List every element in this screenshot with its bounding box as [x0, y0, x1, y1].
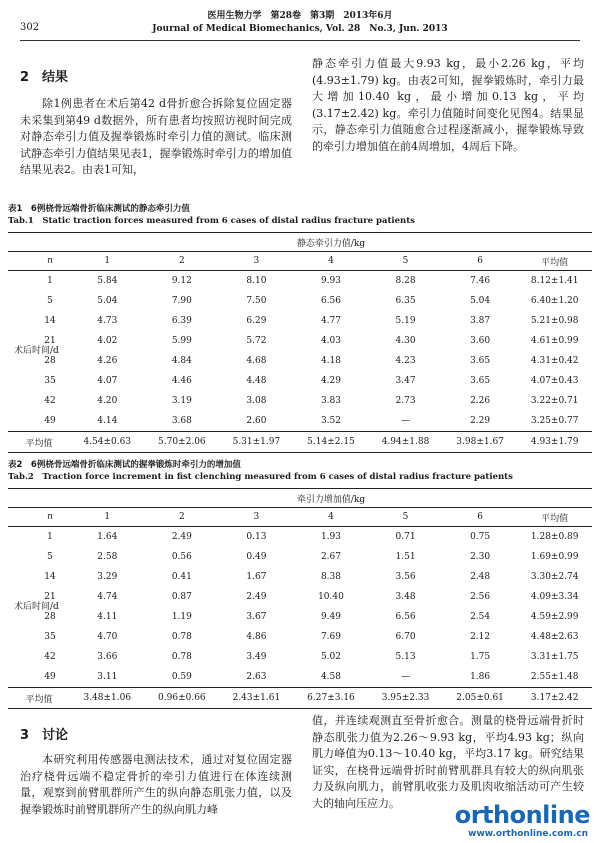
table1-col-header: 4 — [294, 252, 369, 271]
table-cell: 4.73 — [97, 316, 118, 326]
table-cell: 4.48 — [246, 376, 267, 386]
table-cell: 9.93 — [320, 276, 341, 286]
table-cell: 3.68 — [171, 416, 192, 426]
table-cell: 0.78 — [171, 632, 192, 642]
table2-day-cell: 21 — [44, 592, 56, 602]
table-cell: 4.23 — [395, 356, 416, 366]
table-cell: 1.28±0.89 — [530, 532, 579, 542]
table-cell: 6.29 — [246, 316, 267, 326]
table-row — [8, 647, 592, 667]
table1-col-header: 2 — [145, 252, 220, 271]
table-cell: 4.68 — [246, 356, 267, 366]
table-cell: 4.20 — [97, 396, 118, 406]
table-cell: 4.03 — [320, 336, 341, 346]
table-cell: 3.48±1.06 — [70, 688, 145, 709]
table-cell: 4.46 — [171, 376, 192, 386]
journal-info — [20, 10, 580, 36]
table-row — [8, 391, 592, 411]
table-cell: 2.54 — [470, 612, 491, 622]
table-cell: 0.96±0.66 — [145, 688, 220, 709]
table-row — [8, 667, 592, 688]
table1-side-label: 术后时间/d — [14, 346, 59, 356]
table-cell: 4.94±1.88 — [368, 432, 443, 453]
table2-caption — [8, 459, 592, 483]
table-cell: 4.29 — [320, 376, 341, 386]
table2-col-header: 3 — [219, 508, 294, 527]
table-cell: 3.95±2.33 — [368, 688, 443, 709]
table-row — [8, 371, 592, 391]
table1-caption — [8, 203, 592, 227]
results-heading: 2 结果 — [20, 70, 69, 85]
table-row — [8, 627, 592, 647]
table-cell: 6.27±3.16 — [294, 688, 369, 709]
results-left-column — [20, 96, 292, 179]
table-cell: 5.19 — [395, 316, 416, 326]
table-cell: 0.78 — [171, 652, 192, 662]
table-cell: 3.47 — [395, 376, 416, 386]
table-cell: 3.08 — [246, 396, 267, 406]
table2-day-cell: 49 — [44, 672, 56, 682]
table-cell: 5.04 — [97, 296, 118, 306]
journal-title-en: Journal of Medical Biomechanics, Vol. 28 No.3, Jun. 2013 — [152, 24, 448, 34]
table1-day-cell: 1 — [47, 276, 53, 286]
table-cell: 2.05±0.61 — [443, 688, 518, 709]
table2-day-cell: 35 — [44, 632, 56, 642]
results-right-column — [312, 56, 584, 155]
table-cell: 4.48±2.63 — [530, 632, 579, 642]
table1-average-label: 平均值 — [8, 432, 70, 453]
table-cell: 6.56 — [395, 612, 416, 622]
table-cell: 2.48 — [470, 572, 491, 582]
table-cell: 3.22±0.71 — [530, 396, 579, 406]
table-row — [8, 351, 592, 371]
table-cell: — — [401, 416, 411, 426]
table-cell: 4.26 — [97, 356, 118, 366]
table-cell: 7.50 — [246, 296, 267, 306]
table2-average-label: 平均值 — [8, 688, 70, 709]
table-row — [8, 311, 592, 331]
table-row — [8, 271, 592, 292]
table-cell: 1.19 — [171, 612, 192, 622]
table2-col-header: 6 — [443, 508, 518, 527]
table-cell: 1.69±0.99 — [530, 552, 579, 562]
table1-col-header: 平均值 — [517, 252, 592, 271]
table-cell: 1.51 — [395, 552, 416, 562]
table-cell: 3.60 — [470, 336, 491, 346]
table-row — [8, 587, 592, 607]
table-cell: 4.84 — [171, 356, 192, 366]
table-cell: 4.09±3.34 — [530, 592, 579, 602]
table1-n-label: n — [30, 252, 70, 271]
table-cell: 5.31±1.97 — [219, 432, 294, 453]
table-cell: 5.70±2.06 — [145, 432, 220, 453]
table-row — [8, 607, 592, 627]
table-cell: 7.90 — [171, 296, 192, 306]
table1-col-header: 3 — [219, 252, 294, 271]
table1-day-cell: 28 — [44, 356, 56, 366]
table-cell: 3.65 — [470, 356, 491, 366]
table-cell: 8.12±1.41 — [530, 276, 579, 286]
watermark-url: www.orthonline.com.cn — [468, 829, 588, 839]
table1-col-header: 1 — [70, 252, 145, 271]
table-cell: 6.70 — [395, 632, 416, 642]
table2-day-cell: 1 — [47, 532, 53, 542]
table-cell: 3.52 — [320, 416, 341, 426]
table-cell: 0.87 — [171, 592, 192, 602]
table-cell: 3.67 — [246, 612, 267, 622]
table-cell: 5.02 — [320, 652, 341, 662]
table-cell: 2.49 — [171, 532, 192, 542]
table-cell: 2.29 — [470, 416, 491, 426]
table2-average-row — [8, 688, 592, 709]
table-cell: 4.54±0.63 — [70, 432, 145, 453]
table2-day-cell: 42 — [44, 652, 56, 662]
table-cell: 0.56 — [171, 552, 192, 562]
table-cell: 3.31±1.75 — [530, 652, 579, 662]
table2-side-label: 术后时间/d — [14, 602, 59, 612]
table-cell: 1.67 — [246, 572, 267, 582]
table-row — [8, 547, 592, 567]
table1-day-cell: 21 — [44, 336, 56, 346]
table2-day-cell: 14 — [44, 572, 56, 582]
table-cell: 6.35 — [395, 296, 416, 306]
table2-day-cell: 28 — [44, 612, 56, 622]
table-cell: 1.64 — [97, 532, 118, 542]
table-cell: 2.56 — [470, 592, 491, 602]
table-row — [8, 411, 592, 432]
table2-caption-cn: 表2 6例桡骨远端骨折临床测试的握拳锻炼时牵引力的增加值 — [8, 460, 241, 470]
table1-col-header: 5 — [368, 252, 443, 271]
table2-group-header: 牵引力增加值/kg — [70, 489, 592, 508]
table-cell: 4.86 — [246, 632, 267, 642]
table-cell: 3.17±2.42 — [517, 688, 592, 709]
table-cell: 4.59±2.99 — [530, 612, 579, 622]
table-cell: 0.71 — [395, 532, 416, 542]
results-right-paragraph: 静态牵引力值最大9.93 kg，最小2.26 kg，平均(4.93±1.79) kg。由表2可知，握拳锻炼时，牵引力最大增加10.40 kg，最小增加0.13 kg，平均(3.17±2.42) kg。牵引力值随时间变化见图4。结果显示，静态牵引力值随愈合过程逐渐减小，握拳锻炼导致的牵引力增加值在前4周增加，4周后下降。 — [312, 57, 584, 153]
table-cell: 6.56 — [320, 296, 341, 306]
table2-col-header: 2 — [145, 508, 220, 527]
table-cell: 0.13 — [246, 532, 267, 542]
table-cell: 2.63 — [246, 672, 267, 682]
discussion-right-paragraph: 值，并连续观测直至骨折愈合。测量的桡骨远端骨折时静态肌张力值为2.26～9.93 kg，平均4.93 kg；纵向肌力峰值为0.13～10.40 kg，平均3.17 kg。研究结果证实，在桡骨远端骨折时前臂肌群具有较大的纵向肌张力及纵向肌力，前臂肌收张力及肌肉收缩活动可产生较大的轴向压应力。 — [312, 714, 584, 810]
table-cell: 8.28 — [395, 276, 416, 286]
table-cell: 4.74 — [97, 592, 118, 602]
table-cell: 4.58 — [320, 672, 341, 682]
table-cell: 4.61±0.99 — [530, 336, 579, 346]
table2-caption-en: Tab.2 Traction force increment in fist clenching measured from 6 cases of distal radius fracture patients — [8, 472, 513, 482]
table-cell: 3.29 — [97, 572, 118, 582]
watermark-logo — [364, 797, 594, 837]
table-cell: 9.49 — [320, 612, 341, 622]
page-number: 302 — [20, 22, 40, 33]
table-row — [8, 527, 592, 548]
table-cell: 3.11 — [97, 672, 118, 682]
table1-group-header: 静态牵引力值/kg — [70, 233, 592, 252]
table1-group-header-row — [8, 233, 592, 252]
table1-caption-en: Tab.1 Static traction forces measured from 6 cases of distal radius fracture patients — [8, 216, 415, 226]
table-cell: 2.49 — [246, 592, 267, 602]
table-cell: 2.12 — [470, 632, 491, 642]
table-cell: 7.69 — [320, 632, 341, 642]
table-cell: 4.07±0.43 — [530, 376, 579, 386]
table1-col-header: 6 — [443, 252, 518, 271]
table-cell: 4.70 — [97, 632, 118, 642]
table-cell: 5.04 — [470, 296, 491, 306]
table-cell: 2.58 — [97, 552, 118, 562]
table-cell: 2.73 — [395, 396, 416, 406]
table-cell: 8.10 — [246, 276, 267, 286]
table-cell: 5.84 — [97, 276, 118, 286]
table-cell: 3.66 — [97, 652, 118, 662]
table2-n-label: n — [30, 508, 70, 527]
table-cell: — — [401, 672, 411, 682]
table-cell: 3.48 — [395, 592, 416, 602]
table-cell: 6.40±1.20 — [530, 296, 579, 306]
table1-day-cell: 42 — [44, 396, 56, 406]
table-cell: 2.67 — [320, 552, 341, 562]
table2-day-cell: 5 — [47, 552, 53, 562]
table1 — [8, 232, 592, 453]
table-cell: 5.21±0.98 — [530, 316, 579, 326]
table-cell: 4.18 — [320, 356, 341, 366]
table-cell: 2.60 — [246, 416, 267, 426]
table-cell: 3.30±2.74 — [530, 572, 579, 582]
table1-caption-cn: 表1 6例桡骨远端骨折临床测试的静态牵引力值 — [8, 204, 190, 214]
table-cell: 3.87 — [470, 316, 491, 326]
table-cell: 3.49 — [246, 652, 267, 662]
table-cell: 3.65 — [470, 376, 491, 386]
discussion-left-column — [20, 752, 292, 818]
table-cell: 3.98±1.67 — [443, 432, 518, 453]
table-cell: 5.99 — [171, 336, 192, 346]
table-cell: 2.55±1.48 — [530, 672, 579, 682]
discussion-left-paragraph: 本研究利用传感器电测法技术，通过对复位固定器治疗桡骨远端不稳定骨折的牵引力值进行在体连续测量，观察到前臂肌群所产生的纵向静态肌张力值，以及握拳锻炼时前臂肌群所产生的纵向肌力峰 — [20, 753, 292, 816]
table2-col-header: 平均值 — [517, 508, 592, 527]
table-cell: 3.83 — [320, 396, 341, 406]
table-cell: 3.19 — [171, 396, 192, 406]
table-cell: 5.72 — [246, 336, 267, 346]
running-header — [20, 8, 580, 48]
table-cell: 2.26 — [470, 396, 491, 406]
table-cell: 9.12 — [171, 276, 192, 286]
table-cell: 1.86 — [470, 672, 491, 682]
journal-title-cn: 医用生物力学 第28卷 第3期 2013年6月 — [207, 11, 393, 21]
table2-col-header: 1 — [70, 508, 145, 527]
table1-day-cell: 14 — [44, 316, 56, 326]
discussion-heading: 3 讨论 — [20, 728, 69, 743]
table-cell: 5.14±2.15 — [294, 432, 369, 453]
table-cell: 8.38 — [320, 572, 341, 582]
table-cell: 4.93±1.79 — [517, 432, 592, 453]
table-row — [8, 567, 592, 587]
table2-column-header-row — [8, 508, 592, 527]
table-cell: 4.77 — [320, 316, 341, 326]
table-cell: 1.93 — [320, 532, 341, 542]
table-cell: 3.56 — [395, 572, 416, 582]
table-cell: 4.31±0.42 — [530, 356, 579, 366]
table-cell: 6.39 — [171, 316, 192, 326]
table2-col-header: 5 — [368, 508, 443, 527]
table-cell: 2.43±1.61 — [219, 688, 294, 709]
table1-day-cell: 35 — [44, 376, 56, 386]
table-cell: 0.59 — [171, 672, 192, 682]
table-row — [8, 331, 592, 351]
table-cell: 2.30 — [470, 552, 491, 562]
table-cell: 5.13 — [395, 652, 416, 662]
watermark-brand: orthonline — [454, 801, 590, 829]
table1-column-header-row — [8, 252, 592, 271]
table-cell: 0.75 — [470, 532, 491, 542]
results-left-paragraph: 除1例患者在术后第42 d骨折愈合拆除复位固定器未采集到第49 d数据外，所有患者均按照访视时间完成对静态牵引力值及握拳锻炼时牵引力值的测试。临床测试静态牵引力值结果见表1，握拳锻炼时牵引力的增加值结果见表2。由表1可知， — [20, 97, 292, 176]
table2-group-header-row — [8, 489, 592, 508]
table-cell: 7.46 — [470, 276, 491, 286]
table1-day-cell: 49 — [44, 416, 56, 426]
table2-col-header: 4 — [294, 508, 369, 527]
table-row — [8, 291, 592, 311]
table-cell: 3.25±0.77 — [530, 416, 579, 426]
table-cell: 0.41 — [171, 572, 192, 582]
table-cell: 0.49 — [246, 552, 267, 562]
table-cell: 4.14 — [97, 416, 118, 426]
table-cell: 1.75 — [470, 652, 491, 662]
table-cell: 4.02 — [97, 336, 118, 346]
table-cell: 4.11 — [97, 612, 118, 622]
table-cell: 4.30 — [395, 336, 416, 346]
table-cell: 10.40 — [318, 592, 344, 602]
table2 — [8, 488, 592, 709]
table1-average-row — [8, 432, 592, 453]
header-rule — [20, 40, 580, 41]
table-cell: 4.07 — [97, 376, 118, 386]
table1-day-cell: 5 — [47, 296, 53, 306]
